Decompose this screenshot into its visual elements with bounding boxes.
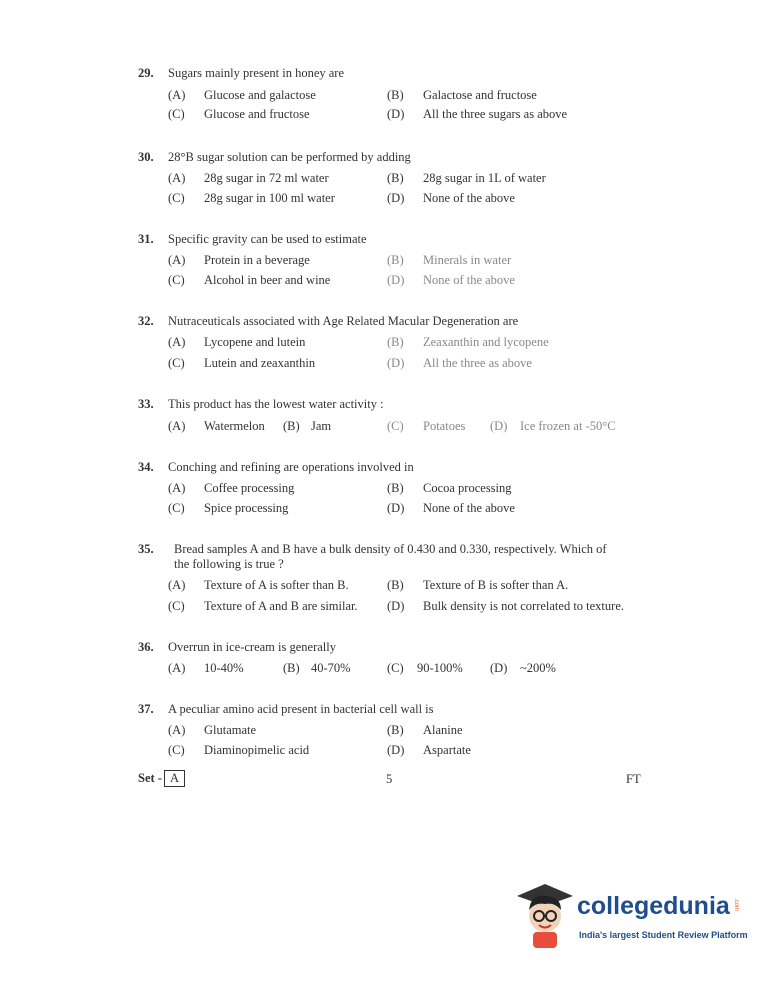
question-text: Specific gravity can be used to estimate [168,232,367,246]
option-a: (A) Glucose and galactose [168,88,316,102]
option-d: (D) Ice frozen at -50°C [490,419,616,433]
option-b: (B) Zeaxanthin and lycopene [387,335,549,349]
option-c: (C) Lutein and zeaxanthin [168,356,316,370]
option-b: (B) Texture of B is softer than A. [387,578,569,592]
option-a: (A) Watermelon [168,419,265,433]
question-text: Conching and refining are operations involved in [168,460,414,474]
option-a: (A) Lycopene and lutein [168,335,306,349]
option-b: (B) Galactose and fructose [387,88,537,102]
option-a: (A) 28g sugar in 72 ml water [168,171,329,185]
option-a: (A) Coffee processing [168,481,295,495]
option-b: (B) 28g sugar in 1L of water [387,171,546,185]
option-a: (A) 10-40% [168,661,244,675]
option-c: (C) 90-100% [387,661,463,675]
option-d: (D) All the three as above [387,356,532,370]
set-box: A [164,770,185,787]
option-a: (A) Protein in a beverage [168,253,310,267]
option-c: (C) 28g sugar in 100 ml water [168,191,335,205]
question-text: Bread samples A and B have a bulk density of 0.430 and 0.330, respectively. Which of [174,542,607,556]
question-text: 28°B sugar solution can be performed by adding [168,150,411,164]
option-a: (A) Glutamate [168,723,257,737]
option-d: (D) None of the above [387,273,515,287]
option-b: (B) Cocoa processing [387,481,512,495]
question-text: Overrun in ice-cream is generally [168,640,336,654]
option-b: (B) Jam [283,419,332,433]
option-d: (D) None of the above [387,191,515,205]
option-d: (D) None of the above [387,501,515,515]
question-text: A peculiar amino acid present in bacterial cell wall is [168,702,434,716]
question-number: 34. [138,460,154,474]
option-d: (D) Bulk density is not correlated to texture. [387,599,624,613]
option-c: (C) Potatoes [387,419,466,433]
option-b: (B) Minerals in water [387,253,512,267]
brand-dotcom: .com [733,898,739,912]
option-c: (C) Diaminopimelic acid [168,743,310,757]
collegedunia-logo [515,880,755,950]
option-d: (D) All the three sugars as above [387,107,568,121]
mascot-icon [515,880,577,950]
brand-name: collegedunia [577,892,730,920]
option-b: (B) 40-70% [283,661,351,675]
option-c: (C) Alcohol in beer and wine [168,273,331,287]
option-c: (C) Glucose and fructose [168,107,310,121]
question-number: 30. [138,150,154,164]
question-number: 31. [138,232,154,246]
question-number: 36. [138,640,154,654]
question-text: This product has the lowest water activity : [168,397,384,411]
paper-code: FT [626,772,641,786]
brand-tagline: India's largest Student Review Platform [579,930,748,940]
question-text: Sugars mainly present in honey are [168,66,344,80]
question-number: 32. [138,314,154,328]
question-number: 29. [138,66,154,80]
question-number: 33. [138,397,154,411]
question-number: 37. [138,702,154,716]
option-c: (C) Spice processing [168,501,289,515]
option-b: (B) Alanine [387,723,463,737]
option-a: (A) Texture of A is softer than B. [168,578,349,592]
option-d: (D) ~200% [490,661,556,675]
option-d: (D) Aspartate [387,743,471,757]
question-number: 35. [138,542,154,556]
question-text: Nutraceuticals associated with Age Related Macular Degeneration are [168,314,519,328]
set-indicator: Set - A [138,770,185,787]
question-text-continued: the following is true ? [174,557,284,571]
option-c: (C) Texture of A and B are similar. [168,599,358,613]
page-number: 5 [386,772,393,786]
